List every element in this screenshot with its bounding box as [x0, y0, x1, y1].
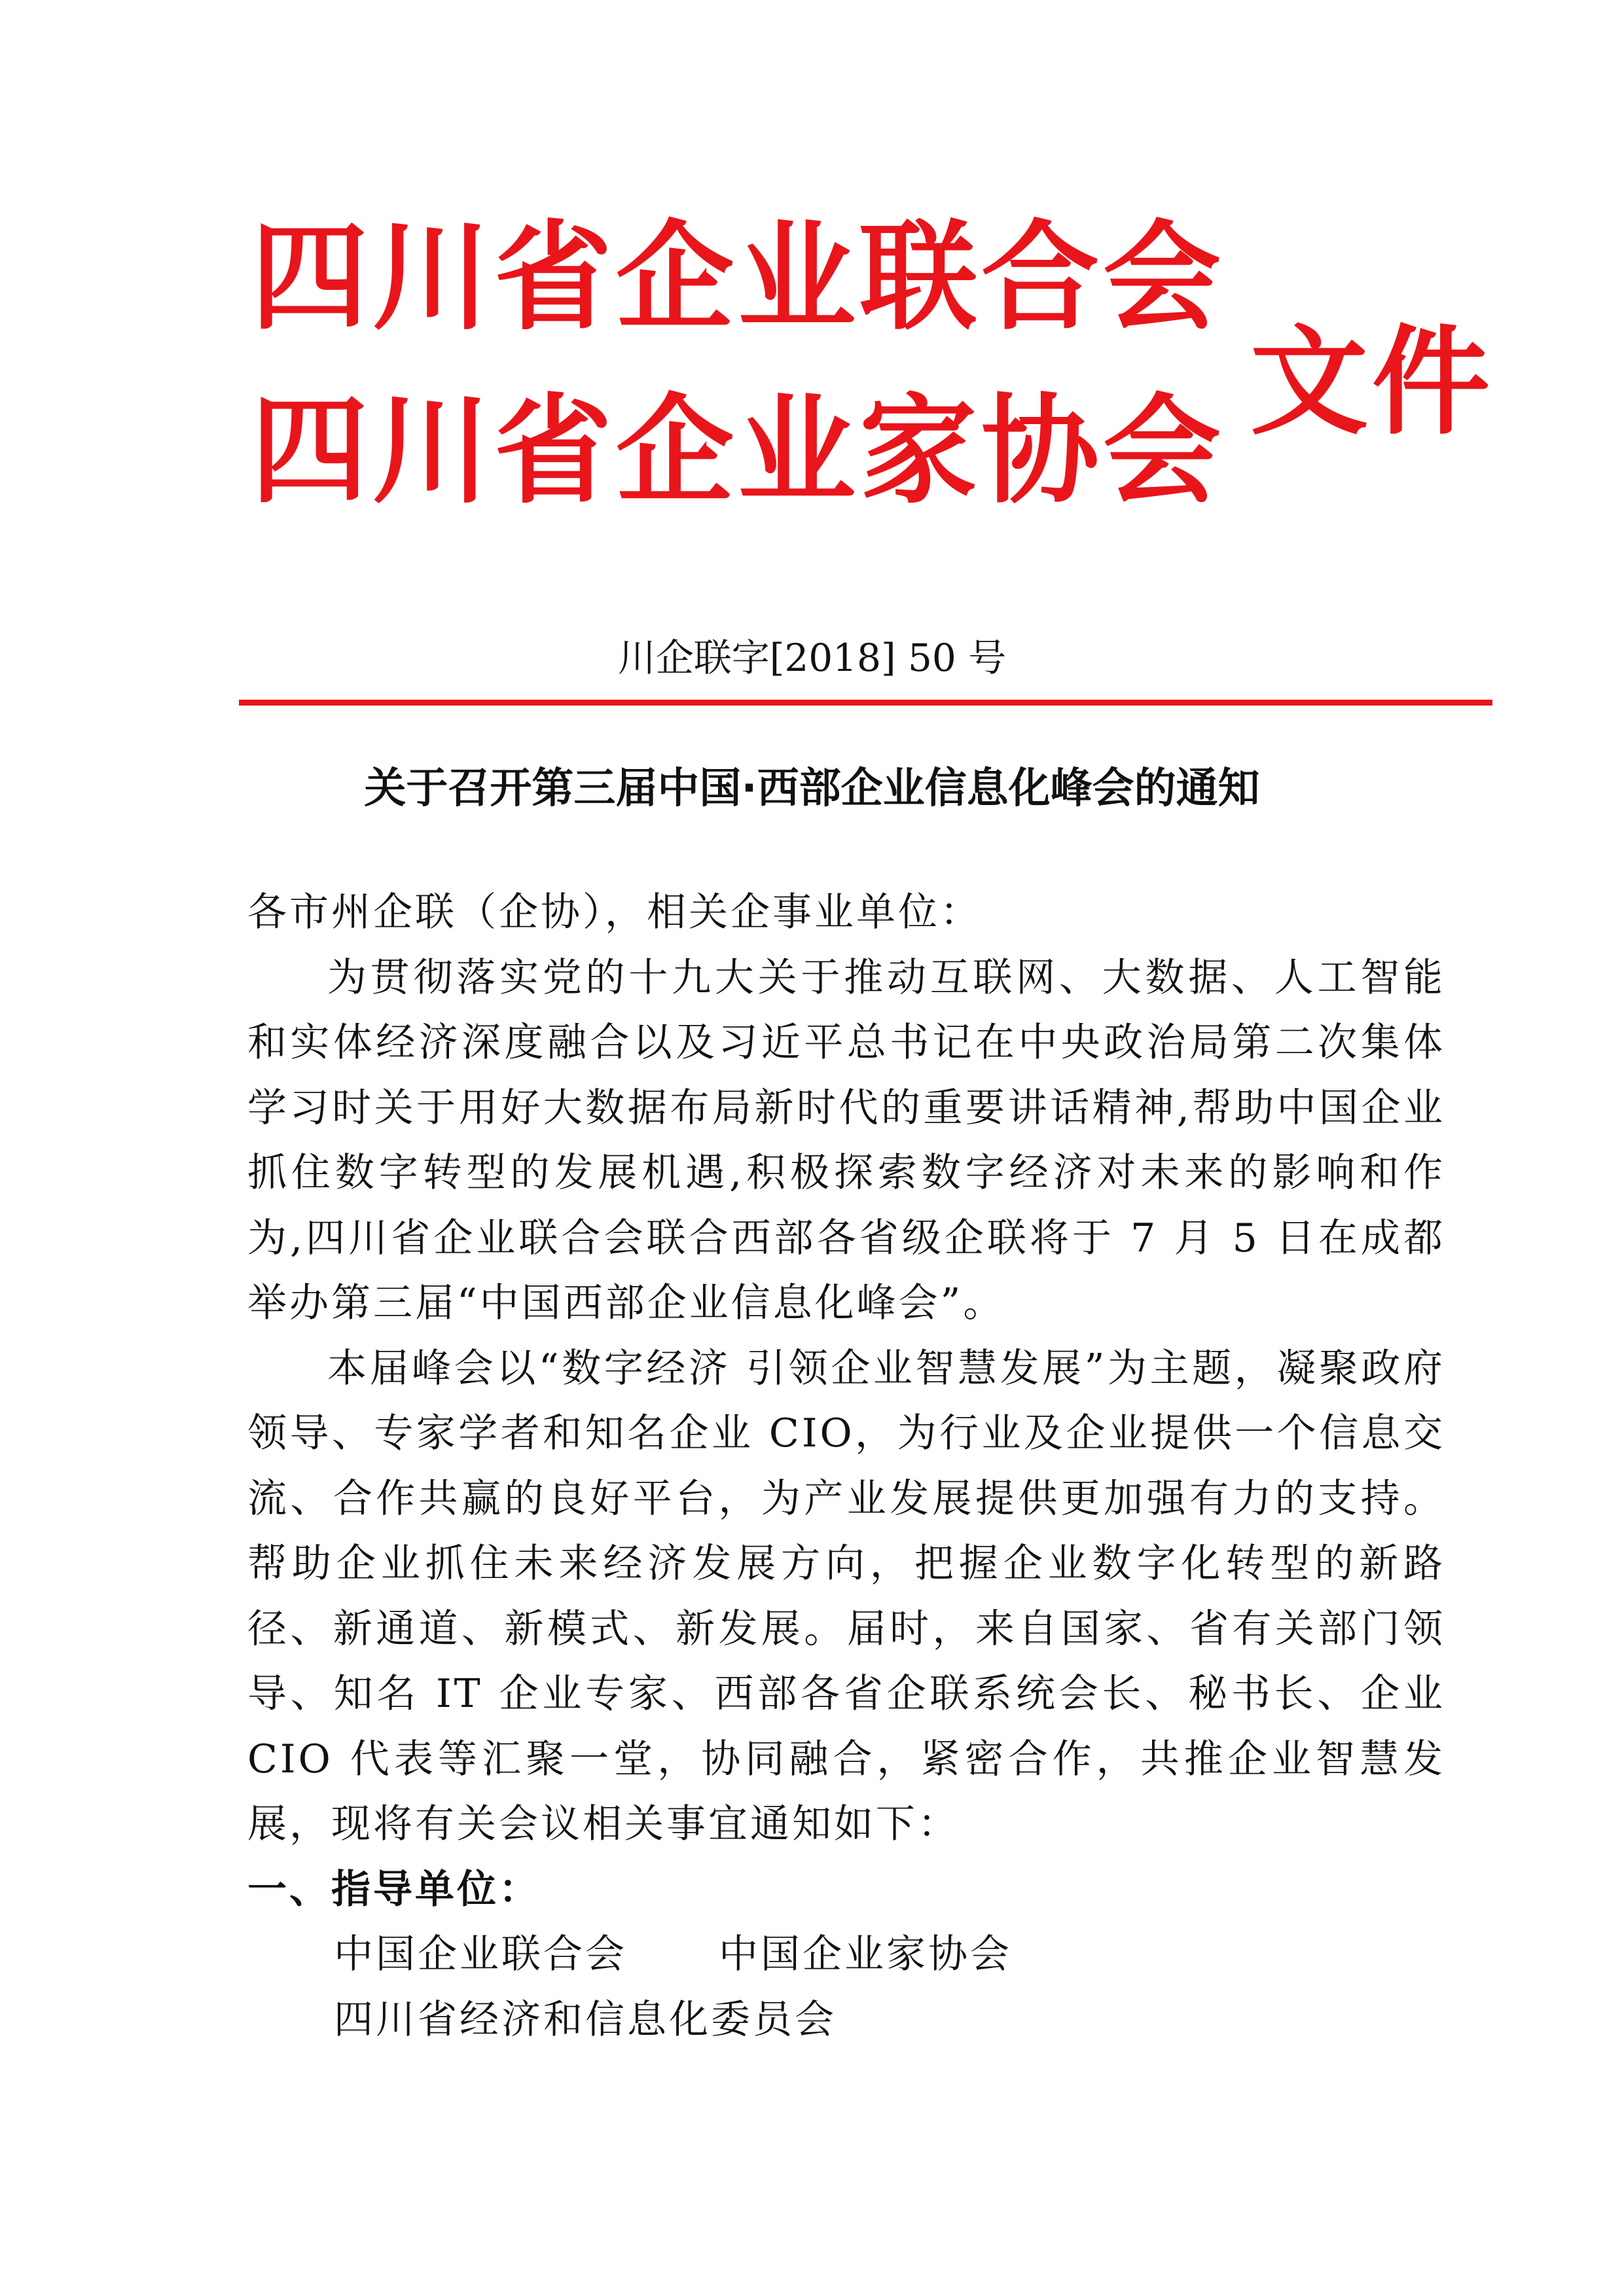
guiding-unit: 中国企业家协会: [719, 1931, 1012, 1977]
guiding-units-row-2: [247, 1988, 1445, 2053]
salutation: 各市州企联（企协），相关企事业单位：: [247, 889, 982, 935]
header-document-suffix: 文件: [1250, 314, 1494, 451]
notice-title: 关于召开第三届中国·西部企业信息化峰会的通知: [364, 764, 1260, 813]
paragraph-1: 为贯彻落实党的十九大关于推动互联网、大数据、人工智能和实体经济深度融合以及习近平总书记在中央政治局第二次集体学习时关于用好大数据布局新时代的重要讲话精神,帮助中国企业抓住数字转型的发展机遇,积极探索数字经济对未来的影响和作为,四川省企业联合会联合西部各省级企联将于 7 月 5 日在成都举办第三届“中国西部企业信息化峰会”。: [247, 954, 1445, 1326]
notice-body: [247, 880, 1445, 2053]
document-number: 川企联字[2018] 50 号: [617, 636, 1007, 680]
red-divider-line: [239, 700, 1492, 706]
guiding-unit: 中国企业联合会: [334, 1931, 627, 1977]
section-1-heading: 一、指导单位：: [247, 1866, 541, 1912]
header-org-line-1: 四川省企业联合会: [251, 209, 1225, 346]
header-org-line-2: 四川省企业家协会: [251, 383, 1225, 520]
guiding-unit: 四川省经济和信息化委员会: [334, 1996, 837, 2043]
guiding-units-row-1: [247, 1922, 1445, 1988]
paragraph-2: 本届峰会以“数字经济 引领企业智慧发展”为主题，凝聚政府领导、专家学者和知名企业 CIO，为行业及企业提供一个信息交流、合作共赢的良好平台，为产业发展提供更加强有力的支持。帮助企业抓住未来经济发展方向，把握企业数字化转型的新路径、新通道、新模式、新发展。届时，来自国家、省有关部门领导、知名 IT 企业专家、西部各省企联系统会长、秘书长、企业 CIO 代表等汇聚一堂，协同融合，紧密合作，共推企业智慧发展，现将有关会议相关事宜通知如下：: [247, 1345, 1445, 1847]
